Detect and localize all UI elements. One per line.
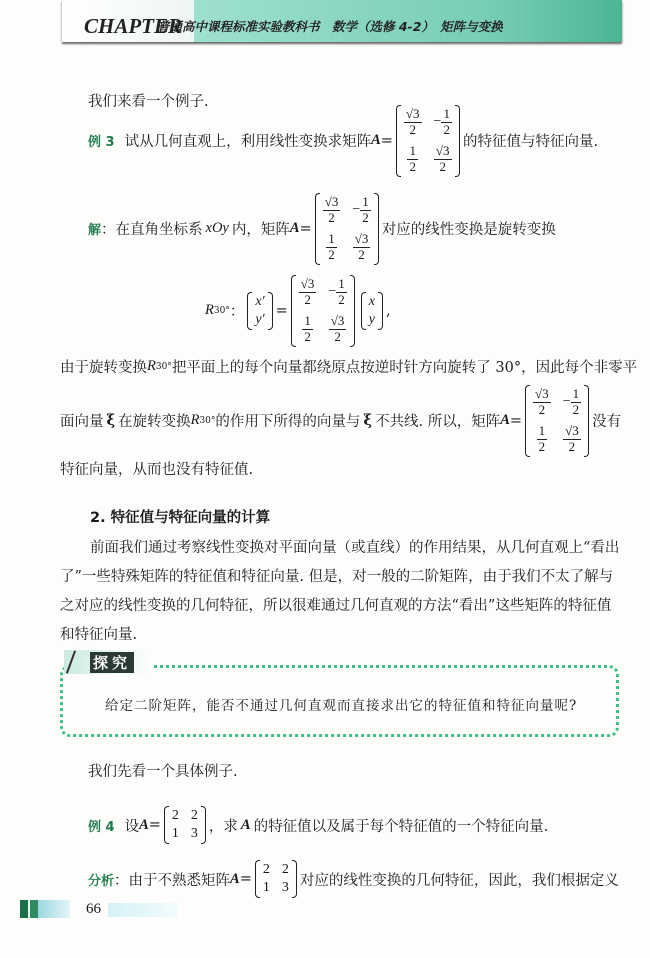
matrix-entry <box>404 107 422 138</box>
vector-entry: x′ <box>255 293 265 309</box>
analysis-label: 分析 <box>88 873 115 889</box>
paragraph-line: 前面我们通过考察线性变换对平面向量（或直线）的作用结果，从几何直观上“看出 <box>90 540 620 556</box>
vector <box>361 292 383 330</box>
matrix-entry <box>434 107 452 138</box>
matrix-entry: 2 <box>281 862 289 877</box>
book-title: 普通高中课程标准实验教科书 数学（选修 4-2） 矩阵与变换 <box>157 19 503 34</box>
footer-faint-decoration <box>108 903 178 917</box>
right-bracket <box>201 806 206 844</box>
rotation-angle: 30° <box>213 305 230 316</box>
vector-prime <box>247 292 272 330</box>
matrix-2x2 <box>255 860 297 898</box>
text: 的作用下所得的向量与 <box>215 414 361 431</box>
paragraph-line: 之对应的线性变换的几何特征，所以很难通过几何直观的方法“看出”这些矩阵的特征值 <box>60 598 612 614</box>
denominator: 2 <box>358 246 365 262</box>
paragraph-line: 了”一些特殊矩阵的特征值和特征向量. 但是，对一般的二阶矩阵，由于我们不太了解与 <box>60 569 614 585</box>
matrix-entry <box>533 387 551 418</box>
text: 把平面上的每个向量都绕原点按逆时针方向旋转了 30°，因此每个非零平 <box>171 360 638 376</box>
matrix-entry <box>563 387 581 418</box>
denominator: 2 <box>362 209 369 225</box>
coordinate-system: xOy <box>205 220 229 237</box>
matrix-entry <box>323 195 341 226</box>
footer-decoration <box>20 900 70 918</box>
denominator: 2 <box>439 158 446 174</box>
matrix-entry: 3 <box>281 880 289 895</box>
vector-entry: y <box>368 311 376 327</box>
denominator: 2 <box>328 209 335 225</box>
rotation-matrix <box>291 275 355 347</box>
text: 面向量 <box>60 414 104 431</box>
right-bracket <box>292 860 297 898</box>
example-3 <box>88 105 598 177</box>
example-text: 试从几何直观上，利用线性变换求矩阵 <box>124 134 372 151</box>
matrix-entry <box>434 144 452 175</box>
matrix-entry <box>407 144 418 175</box>
paragraph-line <box>60 385 621 457</box>
right-bracket <box>374 193 379 265</box>
equals: = <box>380 132 393 149</box>
rotation-symbol: R <box>190 412 200 429</box>
page-header <box>62 0 622 42</box>
analysis <box>88 860 619 898</box>
numerator: √3 <box>330 312 345 328</box>
equals: = <box>509 412 523 429</box>
numerator: 1 <box>362 194 369 209</box>
matrix-entry: 1 <box>171 826 179 841</box>
matrix-symbol: A <box>371 132 381 149</box>
paragraph-line: 和特征向量. <box>60 627 138 643</box>
sign: − <box>352 202 361 218</box>
numerator: √3 <box>324 194 339 209</box>
rotation-matrix <box>525 385 589 457</box>
numerator: 1 <box>443 106 450 121</box>
numerator: √3 <box>435 142 450 158</box>
denominator: 2 <box>568 438 576 454</box>
matrix-symbol: A <box>139 816 149 833</box>
colon: ： <box>229 304 245 321</box>
vector-entry: y′ <box>255 311 265 327</box>
solution-text: 在直角坐标系 <box>115 222 203 239</box>
equals: = <box>239 871 252 887</box>
numerator: 1 <box>538 422 546 438</box>
numerator: √3 <box>535 386 549 401</box>
matrix-entry <box>352 195 370 226</box>
vector-entry: x <box>368 293 376 309</box>
comma: , <box>386 302 391 319</box>
rotation-equation <box>205 275 391 347</box>
text: 在旋转变换 <box>118 414 191 431</box>
intro-text: 我们来看一个例子. <box>88 94 209 110</box>
paragraph-line: 特征向量，从而也没有特征值. <box>60 462 254 478</box>
paragraph-line <box>60 356 637 377</box>
colon: ： <box>101 222 116 239</box>
denominator: 2 <box>328 246 335 262</box>
text: ，求 <box>208 818 238 835</box>
rotation-symbol: R <box>205 302 214 319</box>
matrix-entry: 2 <box>190 808 198 823</box>
matrix-symbol: A <box>240 816 251 833</box>
matrix-symbol: A <box>500 412 510 429</box>
text: 不共线. 所以，矩阵 <box>375 414 501 431</box>
sign: − <box>328 284 337 300</box>
matrix-entry <box>299 277 317 308</box>
example-text: 的特征值与特征向量. <box>462 134 599 151</box>
denominator: 2 <box>334 328 341 344</box>
page-number: 66 <box>86 901 101 917</box>
denominator: 2 <box>538 438 546 454</box>
numerator: 1 <box>328 230 335 246</box>
xi-symbol: ξ <box>363 412 372 430</box>
rotation-symbol: R <box>147 358 156 374</box>
matrix-entry: 3 <box>190 826 198 841</box>
example-4 <box>88 806 548 844</box>
matrix-entry <box>353 232 371 263</box>
solution-label: 解 <box>88 223 102 239</box>
matrix-entry <box>329 314 347 345</box>
explore-question: 给定二阶矩阵，能否不通过几何直观而直接求出它的特征值和特征向量呢? <box>105 698 578 714</box>
text: 对应的线性变换的几何特征，因此，我们根据定义 <box>299 872 619 889</box>
numerator: 1 <box>409 142 416 158</box>
matrix-entry: 2 <box>262 862 270 877</box>
matrix-entry <box>302 314 313 345</box>
numerator: √3 <box>300 276 315 291</box>
matrix-entry <box>326 232 337 263</box>
matrix-2x2 <box>164 806 206 844</box>
text: 由于不熟悉矩阵 <box>128 872 231 889</box>
intro-text: 我们先看一个具体例子. <box>88 764 238 780</box>
right-bracket <box>350 275 355 347</box>
colon: ： <box>114 872 129 889</box>
xi-symbol: ξ <box>106 412 116 430</box>
example-label: 例 3 <box>88 135 115 151</box>
rotation-angle: 30° <box>155 361 172 372</box>
denominator: 2 <box>304 328 311 344</box>
rotation-matrix <box>396 105 460 177</box>
chapter-label: CHAPTER <box>84 14 183 38</box>
numerator: √3 <box>405 106 420 121</box>
numerator: √3 <box>565 422 579 438</box>
equals: = <box>299 220 312 237</box>
matrix-entry <box>537 424 548 455</box>
matrix-symbol: A <box>230 870 240 887</box>
denominator: 2 <box>409 121 416 137</box>
equals: = <box>148 817 161 833</box>
matrix-entry <box>328 277 346 308</box>
numerator: 1 <box>338 276 345 291</box>
matrix-entry: 1 <box>262 880 270 895</box>
explore-tag: 探究 <box>90 652 134 673</box>
right-bracket <box>455 105 460 177</box>
solution-text: 对应的线性变换是旋转变换 <box>381 222 556 239</box>
denominator: 2 <box>572 401 580 417</box>
denominator: 2 <box>538 401 546 417</box>
numerator: √3 <box>354 230 369 246</box>
matrix-symbol: A <box>289 220 300 237</box>
rotation-angle: 30° <box>199 415 216 426</box>
solution-text: 内，矩阵 <box>231 222 290 239</box>
denominator: 2 <box>409 158 416 174</box>
text: 由于旋转变换 <box>60 360 147 376</box>
solution <box>88 193 556 265</box>
matrix-entry <box>563 424 581 455</box>
denominator: 2 <box>304 291 311 307</box>
sign: − <box>433 114 442 130</box>
text: 没有 <box>592 414 622 431</box>
section-heading: 2. 特征值与特征向量的计算 <box>90 510 271 526</box>
denominator: 2 <box>443 121 450 137</box>
matrix-entry: 2 <box>171 808 179 823</box>
sign: − <box>562 394 571 410</box>
example-label: 例 4 <box>88 819 115 835</box>
rotation-matrix <box>315 193 379 265</box>
numerator: 1 <box>304 312 311 328</box>
denominator: 2 <box>338 291 345 307</box>
numerator: 1 <box>572 386 580 401</box>
equals: = <box>275 302 288 319</box>
right-bracket <box>584 385 589 457</box>
text: 设 <box>124 818 140 835</box>
text: 的特征值以及属于每个特征值的一个特征向量. <box>253 818 549 835</box>
